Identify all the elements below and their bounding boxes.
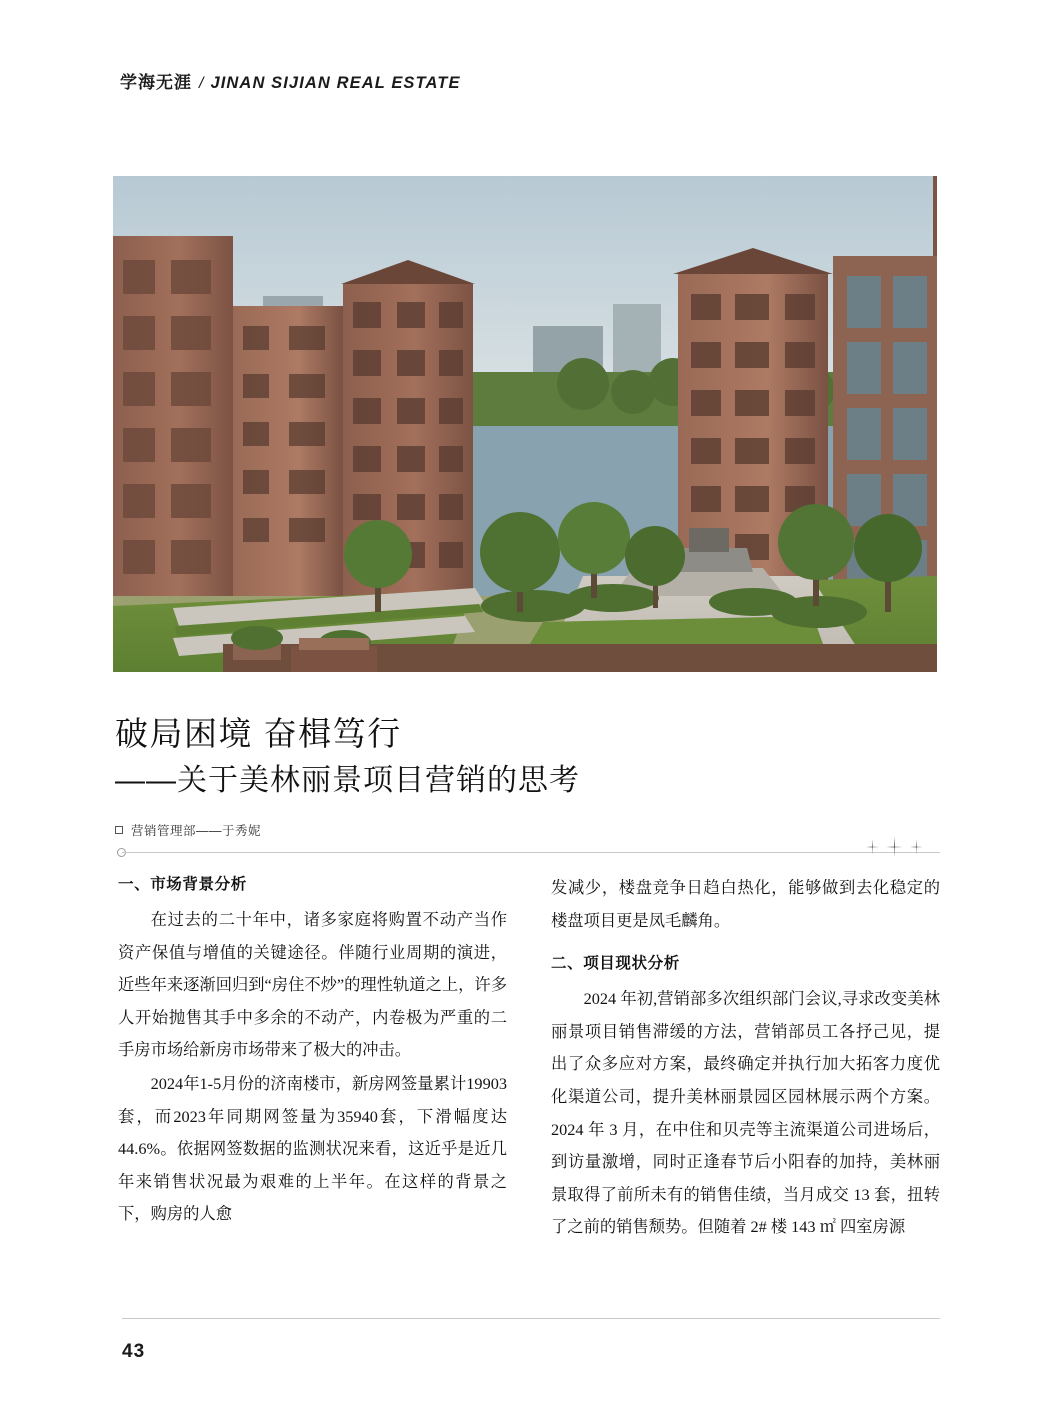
left-column — [118, 872, 507, 1245]
sparkle-icon — [866, 839, 879, 856]
square-bullet-icon — [115, 826, 123, 834]
section-heading-market-background: 一、市场背景分析 — [118, 876, 247, 893]
residential-compound-illustration — [113, 176, 937, 672]
paragraph: 在过去的二十年中，诸多家庭将购置不动产当作资产保值与增值的关键途径。伴随行业周期的演进，近些年来逐渐回归到“房住不炒”的理性轨道之上，许多人开始抛售其手中多余的不动产，内卷极为严重的二手房市场给新房市场带来了极大的冲击。 — [118, 910, 507, 1060]
article-subtitle: ——关于美林丽景项目营销的思考 — [115, 763, 580, 797]
page-number: 43 — [122, 1341, 146, 1362]
sparkle-icon — [886, 836, 903, 858]
sparkle-icon — [910, 839, 923, 856]
sparkle-ornament — [866, 833, 944, 861]
byline — [115, 821, 945, 839]
header-brand-en: JINAN SIJIAN REAL ESTATE — [210, 74, 461, 92]
page-header — [120, 68, 461, 93]
article-body — [118, 872, 940, 1245]
article-title: 破局困境 奋楫笃行 — [115, 715, 402, 752]
byline-text: 营销管理部——于秀妮 — [131, 824, 262, 839]
section-divider — [122, 852, 940, 853]
header-brand-cn: 学海无涯 — [120, 73, 192, 92]
article-title-block — [115, 712, 945, 839]
header-separator: / — [199, 75, 204, 92]
paragraph: 2024 年初,营销部多次组织部门会议,寻求改变美林丽景项目销售滞缓的方法，营销部员工各抒己见，提出了众多应对方案，最终确定并执行加大拓客力度优化渠道公司，提升美林丽景园区园林展示两个方案。2024 年 3 月，在中住和贝壳等主流渠道公司进场后，到访量激增，同时正逢春节后小阳春的加持，美林丽景取得了前所未有的销售佳绩，当月成交 13 套，扭转了之前的销售颓势。但随着 2# 楼 143 ㎡ 四室房源 — [551, 989, 940, 1237]
hero-image — [113, 176, 937, 672]
paragraph-continuation: 发减少，楼盘竞争日趋白热化，能够做到去化稳定的楼盘项目更是凤毛麟角。 — [551, 878, 940, 930]
paragraph: 2024年1-5月份的济南楼市，新房网签量累计19903套，而2023年同期网签量为35940套，下滑幅度达44.6%。依据网签数据的监测状况来看，这近乎是近几年来销售状况最为艰难的上半年。在这样的背景之下，购房的人愈 — [118, 1073, 507, 1224]
section-heading-project-status: 二、项目现状分析 — [551, 955, 680, 973]
footer-divider — [122, 1318, 940, 1319]
right-column — [551, 872, 940, 1245]
